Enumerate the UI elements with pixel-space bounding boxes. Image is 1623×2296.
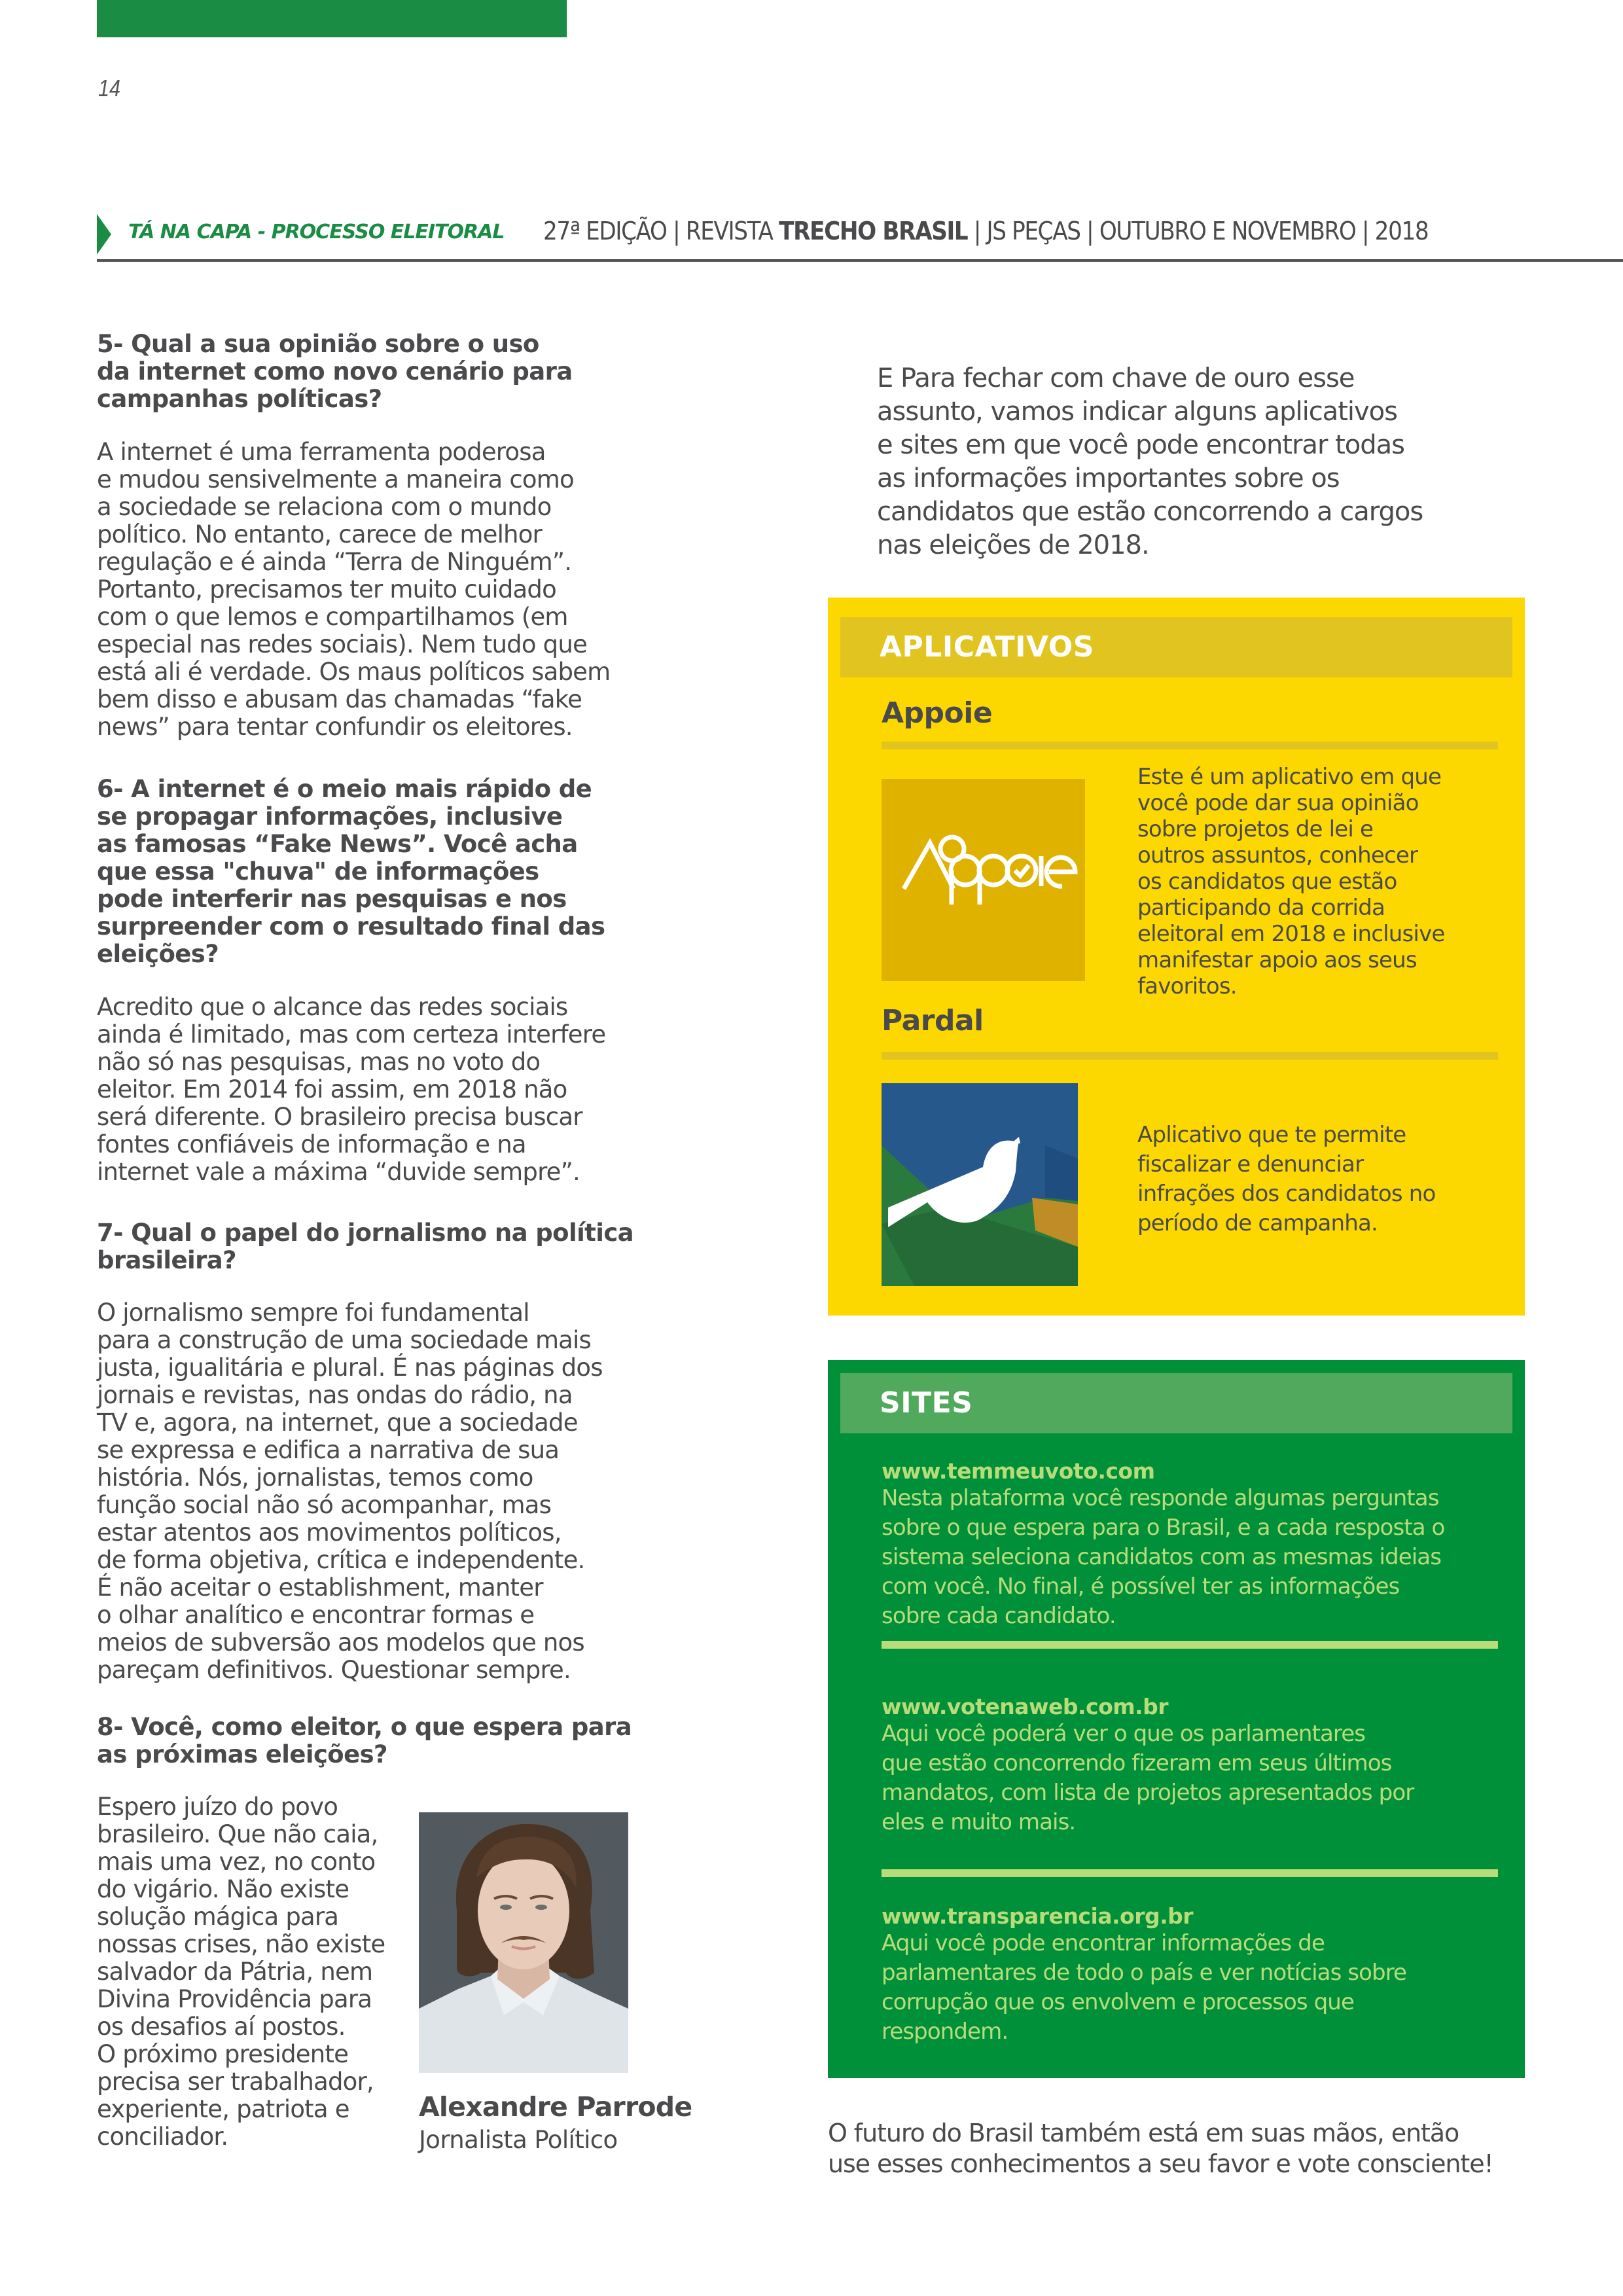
text-line: news” para tentar confundir os eleitores. xyxy=(97,713,573,741)
text-line: se propagar informações, inclusive xyxy=(97,802,563,831)
portrait-icon xyxy=(419,1812,628,2073)
text-line: nas eleições de 2018. xyxy=(877,530,1149,560)
text-line: O jornalismo sempre foi fundamental xyxy=(97,1299,529,1327)
text-line: use esses conhecimentos a seu favor e vote consciente! xyxy=(828,2149,1493,2178)
app-name-pardal: Pardal xyxy=(882,1004,984,1037)
app-divider xyxy=(882,1052,1498,1060)
section-arrow-icon xyxy=(97,214,111,255)
text-line: jornais e revistas, nas ondas do rádio, na xyxy=(97,1381,573,1409)
text-line: candidatos que estão concorrendo a cargos xyxy=(877,497,1423,527)
text-line: experiente, patriota e xyxy=(97,2095,349,2123)
text-line: sobre projetos de lei e xyxy=(1137,816,1374,842)
text-line: para a construção de uma sociedade mais xyxy=(97,1326,592,1354)
site-item xyxy=(882,1458,1444,1631)
text-line: respondem. xyxy=(882,2018,1008,2045)
text-line: com você. No final, é possível ter as informações xyxy=(882,1573,1400,1600)
edition-prefix: 27ª EDIÇÃO | REVISTA xyxy=(543,217,779,245)
text-line: que essa "chuva" de informações xyxy=(97,857,539,886)
question-5 xyxy=(97,331,573,413)
text-line: O próximo presidente xyxy=(97,2040,349,2068)
text-line: a sociedade se relaciona com o mundo xyxy=(97,493,552,521)
appoie-logo xyxy=(882,779,1085,981)
text-line: e sites em que você pode encontrar todas xyxy=(877,430,1404,460)
app-divider xyxy=(882,742,1498,749)
text-line: história. Nós, jornalistas, temos como xyxy=(97,1463,533,1492)
text-line: pareçam definitivos. Questionar sempre. xyxy=(97,1656,571,1684)
edition-suffix: | JS PEÇAS | OUTUBRO E NOVEMBRO | 2018 xyxy=(967,217,1429,245)
text-line: fiscalizar e denunciar xyxy=(1137,1151,1364,1177)
text-line: sobre o que espera para o Brasil, e a cada resposta o xyxy=(882,1515,1445,1541)
site-divider xyxy=(882,1869,1498,1877)
text-line: parlamentares de todo o país e ver notícias sobre xyxy=(882,1960,1407,1986)
text-line: os candidatos que estão xyxy=(1137,869,1397,895)
text-line: Espero juízo do povo xyxy=(97,1793,338,1821)
text-line: especial nas redes sociais). Nem tudo que xyxy=(97,630,587,658)
text-line: fontes confiáveis de informação e na xyxy=(97,1130,526,1158)
text-line: sobre cada candidato. xyxy=(882,1603,1116,1629)
text-line: estar atentos aos movimentos políticos, xyxy=(97,1518,562,1547)
site-description xyxy=(882,1719,1414,1837)
top-color-bar xyxy=(97,0,567,37)
closing-paragraph xyxy=(828,2118,1493,2179)
site-item xyxy=(882,1694,1414,1837)
text-line: eleições? xyxy=(97,940,219,968)
text-line: 7- Qual o papel do jornalismo na política xyxy=(97,1219,634,1247)
header-divider xyxy=(97,259,1623,262)
text-line: O futuro do Brasil também está em suas mãos, então xyxy=(828,2119,1459,2147)
question-8 xyxy=(97,1713,632,1768)
text-line: com o que lemos e compartilhamos (em xyxy=(97,603,568,631)
text-line: as informações importantes sobre os xyxy=(877,463,1340,493)
text-line: as próximas eleições? xyxy=(97,1740,387,1768)
text-line: bem disso e abusam das chamadas “fake xyxy=(97,685,582,713)
sites-title: SITES xyxy=(880,1386,973,1420)
intro-paragraph xyxy=(877,362,1423,562)
section-label: TÁ NA CAPA - PROCESSO ELEITORAL xyxy=(128,221,505,243)
site-link-temmeuvoto[interactable]: www.temmeuvoto.com xyxy=(882,1458,1155,1484)
text-line: surpreender com o resultado final das xyxy=(97,912,605,941)
app-description-pardal xyxy=(1137,1121,1436,1238)
site-description xyxy=(882,1929,1406,2047)
text-line: sistema seleciona candidatos com as mesmas ideias xyxy=(882,1544,1442,1570)
text-line: e mudou sensivelmente a maneira como xyxy=(97,465,574,493)
text-line: Aplicativo que te permite xyxy=(1137,1122,1406,1148)
text-line: de forma objetiva, crítica e independente. xyxy=(97,1546,585,1574)
text-line: favoritos. xyxy=(1137,973,1237,999)
text-line: pode interferir nas pesquisas e nos xyxy=(97,885,567,913)
text-line: não só nas pesquisas, mas no voto do xyxy=(97,1048,541,1076)
site-description xyxy=(882,1484,1444,1631)
text-line: meios de subversão aos modelos que nos xyxy=(97,1628,584,1657)
text-line: eles e muito mais. xyxy=(882,1809,1076,1835)
app-description-appoie xyxy=(1137,764,1445,999)
text-line: precisa ser trabalhador, xyxy=(97,2068,374,2096)
bird-icon xyxy=(882,1083,1078,1286)
text-line: brasileira? xyxy=(97,1246,236,1274)
text-line: 8- Você, como eleitor, o que espera para xyxy=(97,1713,632,1741)
text-line: mais uma vez, no conto xyxy=(97,1848,376,1876)
answer-5 xyxy=(97,439,610,741)
text-line: Portanto, precisamos ter muito cuidado xyxy=(97,575,556,603)
text-line: eleitor. Em 2014 foi assim, em 2018 não xyxy=(97,1075,567,1103)
text-line: conciliador. xyxy=(97,2123,228,2151)
app-name-appoie: Appoie xyxy=(882,696,993,730)
answer-8 xyxy=(97,1793,385,2151)
answer-7 xyxy=(97,1299,603,1684)
author-photo xyxy=(419,1812,628,2073)
text-line: Nesta plataforma você responde algumas perguntas xyxy=(882,1485,1439,1511)
text-line: está ali é verdade. Os maus políticos sabem xyxy=(97,658,611,686)
text-line: É não aceitar o establishment, manter xyxy=(97,1573,543,1602)
text-line: o olhar analítico e encontrar formas e xyxy=(97,1601,535,1629)
text-line: Aqui você pode encontrar informações de xyxy=(882,1930,1325,1956)
text-line: TV e, agora, na internet, que a sociedade xyxy=(97,1408,578,1437)
text-line: será diferente. O brasileiro precisa buscar xyxy=(97,1103,582,1131)
text-line: Aqui você poderá ver o que os parlamentares xyxy=(882,1721,1366,1747)
author-role: Jornalista Político xyxy=(419,2126,618,2154)
text-line: os desafios aí postos. xyxy=(97,2013,346,2041)
text-line: eleitoral em 2018 e inclusive xyxy=(1137,921,1445,947)
edition-info xyxy=(543,217,1428,245)
page-number: 14 xyxy=(98,75,121,101)
text-line: justa, igualitária e plural. É nas páginas dos xyxy=(97,1354,603,1382)
text-line: assunto, vamos indicar alguns aplicativos xyxy=(877,397,1397,427)
text-line: 6- A internet é o meio mais rápido de xyxy=(97,775,592,803)
pardal-logo xyxy=(882,1083,1078,1286)
text-line: as famosas “Fake News”. Você acha xyxy=(97,830,578,858)
text-line: solução mágica para xyxy=(97,1903,339,1931)
text-line: função social não só acompanhar, mas xyxy=(97,1491,552,1519)
text-line: outros assuntos, conhecer xyxy=(1137,842,1418,869)
author-name: Alexandre Parrode xyxy=(419,2091,692,2123)
text-line: que estão concorrendo fizeram em seus últimos xyxy=(882,1750,1392,1776)
text-line: Este é um aplicativo em que xyxy=(1137,764,1442,790)
text-line: corrupção que os envolvem e processos que xyxy=(882,1989,1354,2015)
text-line: período de campanha. xyxy=(1137,1210,1378,1236)
text-line: manifestar apoio aos seus xyxy=(1137,947,1417,973)
text-line: Divina Providência para xyxy=(97,1985,372,2013)
text-line: você pode dar sua opinião xyxy=(1137,790,1419,816)
text-line: 5- Qual a sua opinião sobre o uso xyxy=(97,330,539,358)
apps-header-band xyxy=(840,617,1512,677)
text-line: brasileiro. Que não caia, xyxy=(97,1820,378,1848)
text-line: político. No entanto, carece de melhor xyxy=(97,520,542,548)
text-line: mandatos, com lista de projetos apresentados por xyxy=(882,1780,1414,1806)
site-divider xyxy=(882,1641,1498,1649)
answer-6 xyxy=(97,994,605,1186)
text-line: Acredito que o alcance das redes sociais xyxy=(97,993,568,1021)
text-line: E Para fechar com chave de ouro esse xyxy=(877,363,1355,393)
text-line: infrações dos candidatos no xyxy=(1137,1181,1436,1207)
sites-header-band xyxy=(840,1373,1512,1433)
text-line: internet vale a máxima “duvide sempre”. xyxy=(97,1158,580,1186)
text-line: nossas crises, não existe xyxy=(97,1930,385,1958)
text-line: se expressa e edifica a narrativa de sua xyxy=(97,1436,560,1464)
text-line: A internet é uma ferramenta poderosa xyxy=(97,438,546,466)
text-line: do vigário. Não existe xyxy=(97,1875,349,1903)
site-link-votenaweb[interactable]: www.votenaweb.com.br xyxy=(882,1694,1169,1719)
magazine-name: TRECHO BRASIL xyxy=(779,217,968,245)
appoie-logo-icon xyxy=(882,779,1085,981)
text-line: regulação e é ainda “Terra de Ninguém”. xyxy=(97,548,572,576)
site-link-transparencia[interactable]: www.transparencia.org.br xyxy=(882,1903,1194,1929)
text-line: ainda é limitado, mas com certeza interfere xyxy=(97,1020,606,1049)
apps-title: APLICATIVOS xyxy=(880,630,1094,664)
question-7 xyxy=(97,1219,633,1274)
text-line: salvador da Pátria, nem xyxy=(97,1958,373,1986)
site-item xyxy=(882,1903,1406,2047)
text-line: participando da corrida xyxy=(1137,895,1385,921)
text-line: campanhas políticas? xyxy=(97,385,382,413)
text-line: da internet como novo cenário para xyxy=(97,357,573,386)
question-6 xyxy=(97,776,605,968)
